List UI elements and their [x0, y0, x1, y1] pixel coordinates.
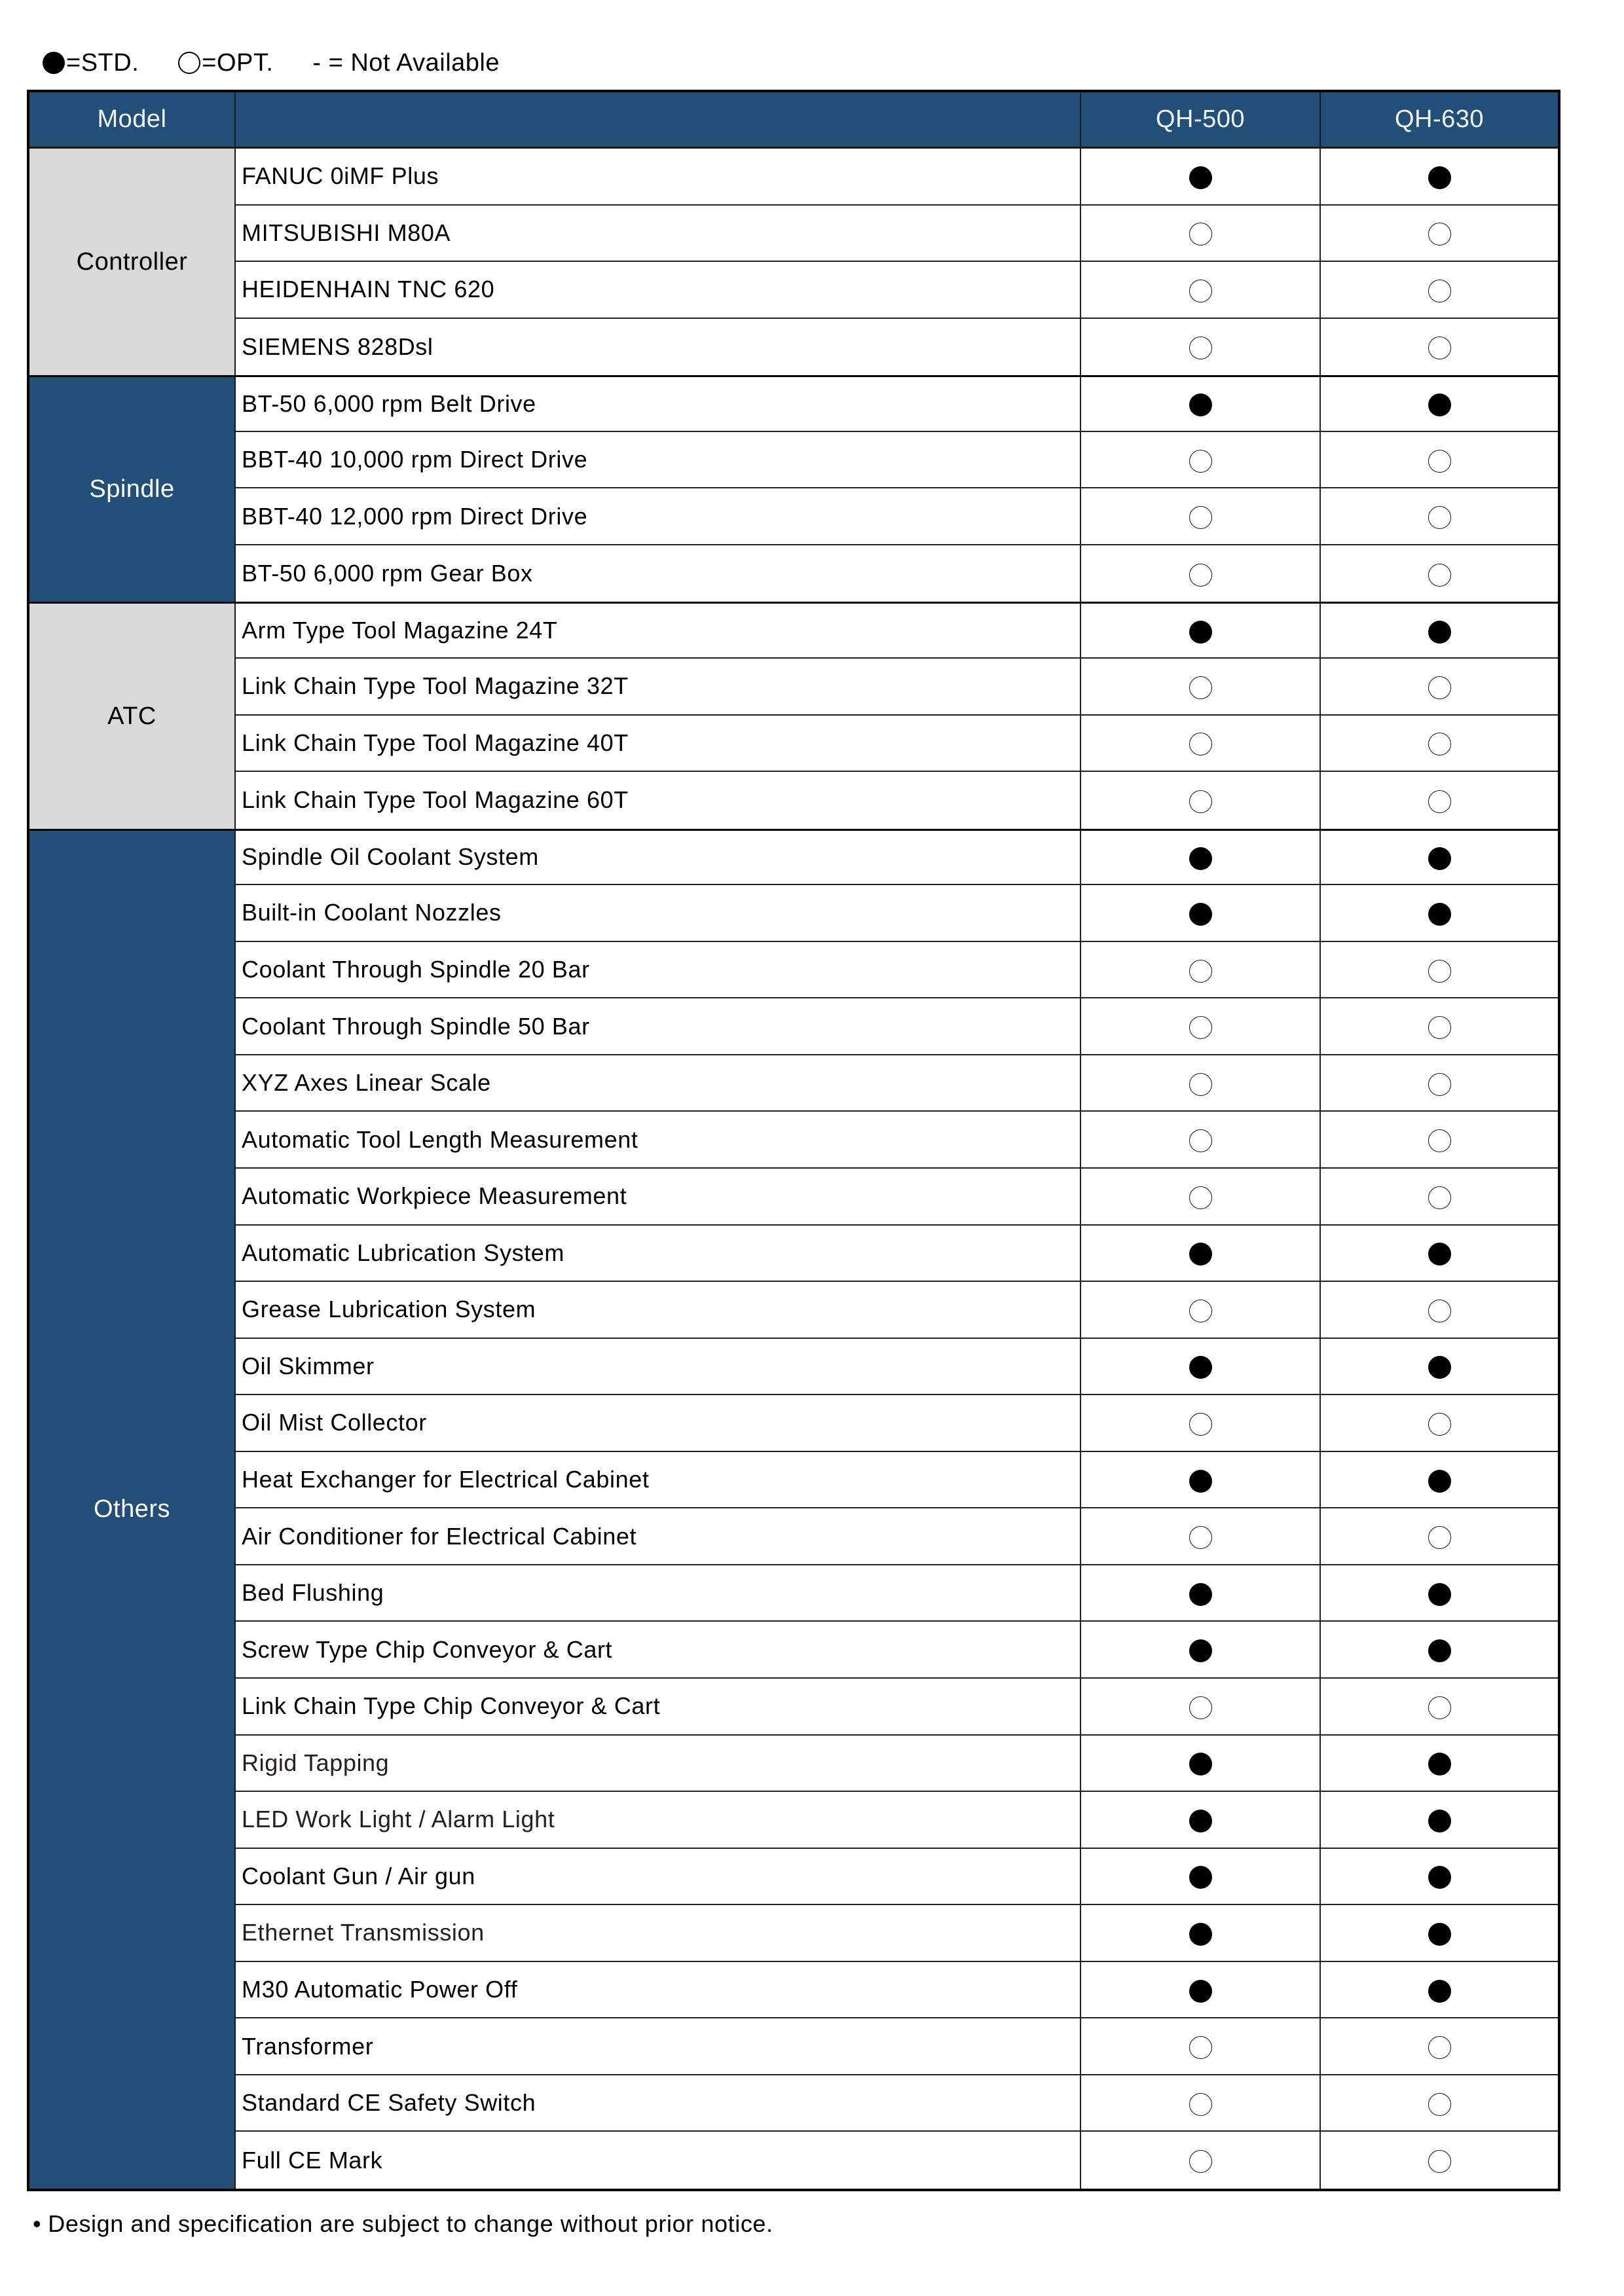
availability-cell-qh-500 [1081, 375, 1321, 432]
feature-label: Built-in Coolant Nozzles [236, 885, 1081, 942]
availability-cell-qh-500 [1081, 432, 1321, 489]
availability-cell-qh-630 [1321, 885, 1558, 942]
feature-label: Heat Exchanger for Electrical Cabinet [236, 1452, 1081, 1509]
feature-label: HEIDENHAIN TNC 620 [236, 262, 1081, 319]
feature-label: Link Chain Type Tool Magazine 40T [236, 716, 1081, 773]
open-circle-icon [1189, 790, 1212, 813]
availability-cell-qh-630 [1321, 1679, 1558, 1736]
availability-cell-qh-630 [1321, 1736, 1558, 1793]
open-circle-icon [1189, 2150, 1212, 2173]
availability-cell-qh-630 [1321, 1962, 1558, 2019]
availability-cell-qh-500 [1081, 262, 1321, 319]
availability-cell-qh-500 [1081, 1169, 1321, 1226]
availability-cell-qh-630 [1321, 1792, 1558, 1849]
open-circle-icon [1428, 790, 1451, 813]
availability-cell-qh-630 [1321, 716, 1558, 773]
open-circle-icon [1428, 1526, 1451, 1549]
filled-circle-icon [1189, 1639, 1212, 1662]
availability-cell-qh-500 [1081, 716, 1321, 773]
open-circle-icon [1428, 1413, 1451, 1436]
availability-cell-qh-630 [1321, 1226, 1558, 1283]
header-feature [236, 92, 1081, 149]
legend [43, 50, 539, 76]
filled-circle-icon [1428, 1923, 1451, 1946]
availability-cell-qh-500 [1081, 885, 1321, 942]
availability-cell-qh-630 [1321, 262, 1558, 319]
feature-label: Link Chain Type Chip Conveyor & Cart [236, 1679, 1081, 1736]
open-circle-icon [1189, 2036, 1212, 2059]
availability-cell-qh-630 [1321, 1452, 1558, 1509]
filled-circle-icon [1189, 1923, 1212, 1946]
availability-cell-qh-500 [1081, 1792, 1321, 1849]
open-circle-icon [1189, 280, 1212, 302]
open-circle-icon [1428, 733, 1451, 756]
filled-circle-icon [1189, 847, 1212, 870]
open-circle-icon [1428, 506, 1451, 529]
open-circle-icon [1428, 2093, 1451, 2116]
feature-label: FANUC 0iMF Plus [236, 149, 1081, 206]
filled-circle-icon [1428, 1980, 1451, 2003]
availability-cell-qh-630 [1321, 659, 1558, 716]
legend-na [312, 49, 500, 77]
feature-label: Transformer [236, 2018, 1081, 2075]
open-circle-icon [1189, 1526, 1212, 1549]
availability-cell-qh-630 [1321, 319, 1558, 376]
open-circle-icon [1189, 564, 1212, 587]
availability-cell-qh-630 [1321, 2075, 1558, 2132]
open-circle-icon [1428, 1300, 1451, 1322]
filled-circle-icon [1428, 1810, 1451, 1832]
open-circle-icon [1428, 280, 1451, 302]
availability-cell-qh-500 [1081, 2132, 1321, 2189]
filled-circle-icon [1189, 1980, 1212, 2003]
open-circle-icon [1428, 223, 1451, 246]
availability-cell-qh-500 [1081, 1622, 1321, 1679]
footnote-bullet: • [33, 2210, 42, 2237]
filled-circle-icon [1428, 393, 1451, 416]
availability-cell-qh-500 [1081, 1282, 1321, 1339]
availability-cell-qh-500 [1081, 772, 1321, 829]
filled-circle-icon [1428, 1639, 1451, 1662]
feature-label: Rigid Tapping [236, 1736, 1081, 1793]
filled-circle-icon [1189, 1356, 1212, 1379]
open-circle-icon [1189, 1129, 1212, 1152]
open-circle-icon [1428, 2150, 1451, 2173]
availability-cell-qh-500 [1081, 998, 1321, 1055]
feature-label: Full CE Mark [236, 2132, 1081, 2189]
open-circle-icon [1189, 450, 1212, 473]
feature-label: Oil Skimmer [236, 1339, 1081, 1396]
filled-circle-icon [1189, 1866, 1212, 1889]
availability-cell-qh-630 [1321, 1339, 1558, 1396]
open-circle-icon [1428, 1696, 1451, 1719]
open-circle-icon [1428, 450, 1451, 473]
group-label-controller: Controller [29, 149, 236, 375]
filled-circle-icon [1428, 621, 1451, 644]
feature-label: Automatic Tool Length Measurement [236, 1112, 1081, 1169]
legend-std-label: =STD. [66, 48, 139, 77]
header-qh-500: QH-500 [1081, 92, 1321, 149]
feature-label: BBT-40 12,000 rpm Direct Drive [236, 488, 1081, 545]
open-circle-icon [1428, 1073, 1451, 1096]
availability-cell-qh-630 [1321, 375, 1558, 432]
filled-circle-icon [1428, 1753, 1451, 1776]
feature-label: Coolant Through Spindle 50 Bar [236, 998, 1081, 1055]
feature-label: LED Work Light / Alarm Light [236, 1792, 1081, 1849]
availability-cell-qh-500 [1081, 488, 1321, 545]
open-circle-icon [1189, 337, 1212, 359]
open-circle-icon [1189, 1186, 1212, 1209]
availability-cell-qh-500 [1081, 1395, 1321, 1452]
feature-label: MITSUBISHI M80A [236, 206, 1081, 263]
availability-cell-qh-500 [1081, 1679, 1321, 1736]
feature-label: Oil Mist Collector [236, 1395, 1081, 1452]
open-circle-icon [1189, 1300, 1212, 1322]
availability-cell-qh-500 [1081, 659, 1321, 716]
availability-cell-qh-630 [1321, 206, 1558, 263]
availability-cell-qh-500 [1081, 1849, 1321, 1906]
availability-cell-qh-500 [1081, 1508, 1321, 1565]
open-circle-icon [1189, 676, 1212, 699]
open-circle-icon [1189, 1696, 1212, 1719]
open-circle-icon [1189, 1016, 1212, 1039]
legend-na-label: - = Not Available [312, 48, 500, 77]
availability-cell-qh-630 [1321, 1169, 1558, 1226]
feature-label: Automatic Workpiece Measurement [236, 1169, 1081, 1226]
feature-label: Spindle Oil Coolant System [236, 829, 1081, 886]
open-circle-icon [1189, 2093, 1212, 2116]
availability-cell-qh-630 [1321, 829, 1558, 886]
footnote [33, 2210, 773, 2238]
availability-cell-qh-630 [1321, 149, 1558, 206]
open-circle-icon [1428, 1186, 1451, 1209]
legend-std [43, 49, 139, 77]
availability-cell-qh-500 [1081, 1226, 1321, 1283]
feature-label: M30 Automatic Power Off [236, 1962, 1081, 2019]
availability-cell-qh-500 [1081, 942, 1321, 999]
footnote-text: Design and specification are subject to change without prior notice. [48, 2210, 773, 2237]
open-circle-icon [1189, 1073, 1212, 1096]
filled-circle-icon [43, 52, 65, 74]
filled-circle-icon [1428, 1470, 1451, 1493]
feature-label: Coolant Gun / Air gun [236, 1849, 1081, 1906]
filled-circle-icon [1428, 1356, 1451, 1379]
filled-circle-icon [1428, 847, 1451, 870]
open-circle-icon [1428, 564, 1451, 587]
availability-cell-qh-630 [1321, 545, 1558, 602]
availability-cell-qh-500 [1081, 1452, 1321, 1509]
availability-cell-qh-630 [1321, 2018, 1558, 2075]
open-circle-icon [178, 52, 200, 74]
availability-cell-qh-500 [1081, 602, 1321, 659]
group-label-others: Others [29, 829, 236, 2189]
feature-label: BBT-40 10,000 rpm Direct Drive [236, 432, 1081, 489]
feature-label: Link Chain Type Tool Magazine 60T [236, 772, 1081, 829]
open-circle-icon [1428, 960, 1451, 983]
availability-cell-qh-630 [1321, 942, 1558, 999]
availability-cell-qh-630 [1321, 1055, 1558, 1112]
availability-cell-qh-630 [1321, 1508, 1558, 1565]
filled-circle-icon [1428, 1583, 1451, 1606]
availability-cell-qh-500 [1081, 829, 1321, 886]
availability-cell-qh-630 [1321, 1905, 1558, 1962]
availability-cell-qh-630 [1321, 1395, 1558, 1452]
filled-circle-icon [1189, 1753, 1212, 1776]
open-circle-icon [1189, 506, 1212, 529]
open-circle-icon [1189, 1413, 1212, 1436]
filled-circle-icon [1428, 1243, 1451, 1266]
feature-label: BT-50 6,000 rpm Gear Box [236, 545, 1081, 602]
group-label-spindle: Spindle [29, 375, 236, 602]
open-circle-icon [1428, 337, 1451, 359]
header-qh-630: QH-630 [1321, 92, 1558, 149]
feature-label: Air Conditioner for Electrical Cabinet [236, 1508, 1081, 1565]
availability-cell-qh-630 [1321, 772, 1558, 829]
feature-label: Screw Type Chip Conveyor & Cart [236, 1622, 1081, 1679]
feature-label: XYZ Axes Linear Scale [236, 1055, 1081, 1112]
filled-circle-icon [1189, 166, 1212, 189]
availability-cell-qh-630 [1321, 432, 1558, 489]
filled-circle-icon [1189, 1583, 1212, 1606]
filled-circle-icon [1189, 903, 1212, 926]
availability-cell-qh-630 [1321, 998, 1558, 1055]
legend-opt-label: =OPT. [202, 48, 274, 77]
open-circle-icon [1428, 2036, 1451, 2059]
feature-label: Grease Lubrication System [236, 1282, 1081, 1339]
open-circle-icon [1189, 223, 1212, 246]
group-label-atc: ATC [29, 602, 236, 828]
availability-cell-qh-500 [1081, 1565, 1321, 1622]
availability-cell-qh-500 [1081, 545, 1321, 602]
filled-circle-icon [1189, 621, 1212, 644]
feature-label: Link Chain Type Tool Magazine 32T [236, 659, 1081, 716]
filled-circle-icon [1189, 1243, 1212, 1266]
availability-cell-qh-630 [1321, 602, 1558, 659]
availability-cell-qh-500 [1081, 206, 1321, 263]
availability-cell-qh-500 [1081, 1055, 1321, 1112]
availability-cell-qh-500 [1081, 1736, 1321, 1793]
availability-cell-qh-630 [1321, 2132, 1558, 2189]
spec-table [27, 90, 1560, 2191]
availability-cell-qh-630 [1321, 1282, 1558, 1339]
availability-cell-qh-500 [1081, 2018, 1321, 2075]
availability-cell-qh-630 [1321, 1565, 1558, 1622]
feature-label: BT-50 6,000 rpm Belt Drive [236, 375, 1081, 432]
header-model: Model [29, 92, 236, 149]
filled-circle-icon [1428, 1866, 1451, 1889]
open-circle-icon [1189, 960, 1212, 983]
filled-circle-icon [1428, 903, 1451, 926]
availability-cell-qh-630 [1321, 1112, 1558, 1169]
availability-cell-qh-630 [1321, 1622, 1558, 1679]
filled-circle-icon [1428, 166, 1451, 189]
open-circle-icon [1428, 1129, 1451, 1152]
legend-opt [178, 49, 273, 77]
availability-cell-qh-500 [1081, 319, 1321, 376]
availability-cell-qh-500 [1081, 1339, 1321, 1396]
feature-label: Bed Flushing [236, 1565, 1081, 1622]
availability-cell-qh-500 [1081, 149, 1321, 206]
feature-label: Coolant Through Spindle 20 Bar [236, 942, 1081, 999]
filled-circle-icon [1189, 1810, 1212, 1832]
feature-label: Automatic Lubrication System [236, 1226, 1081, 1283]
feature-label: Ethernet Transmission [236, 1905, 1081, 1962]
open-circle-icon [1428, 1016, 1451, 1039]
availability-cell-qh-630 [1321, 488, 1558, 545]
availability-cell-qh-500 [1081, 1905, 1321, 1962]
filled-circle-icon [1189, 393, 1212, 416]
filled-circle-icon [1189, 1470, 1212, 1493]
open-circle-icon [1189, 733, 1212, 756]
feature-label: SIEMENS 828Dsl [236, 319, 1081, 376]
availability-cell-qh-630 [1321, 1849, 1558, 1906]
open-circle-icon [1428, 676, 1451, 699]
availability-cell-qh-500 [1081, 1962, 1321, 2019]
feature-label: Arm Type Tool Magazine 24T [236, 602, 1081, 659]
feature-label: Standard CE Safety Switch [236, 2075, 1081, 2132]
availability-cell-qh-500 [1081, 2075, 1321, 2132]
availability-cell-qh-500 [1081, 1112, 1321, 1169]
